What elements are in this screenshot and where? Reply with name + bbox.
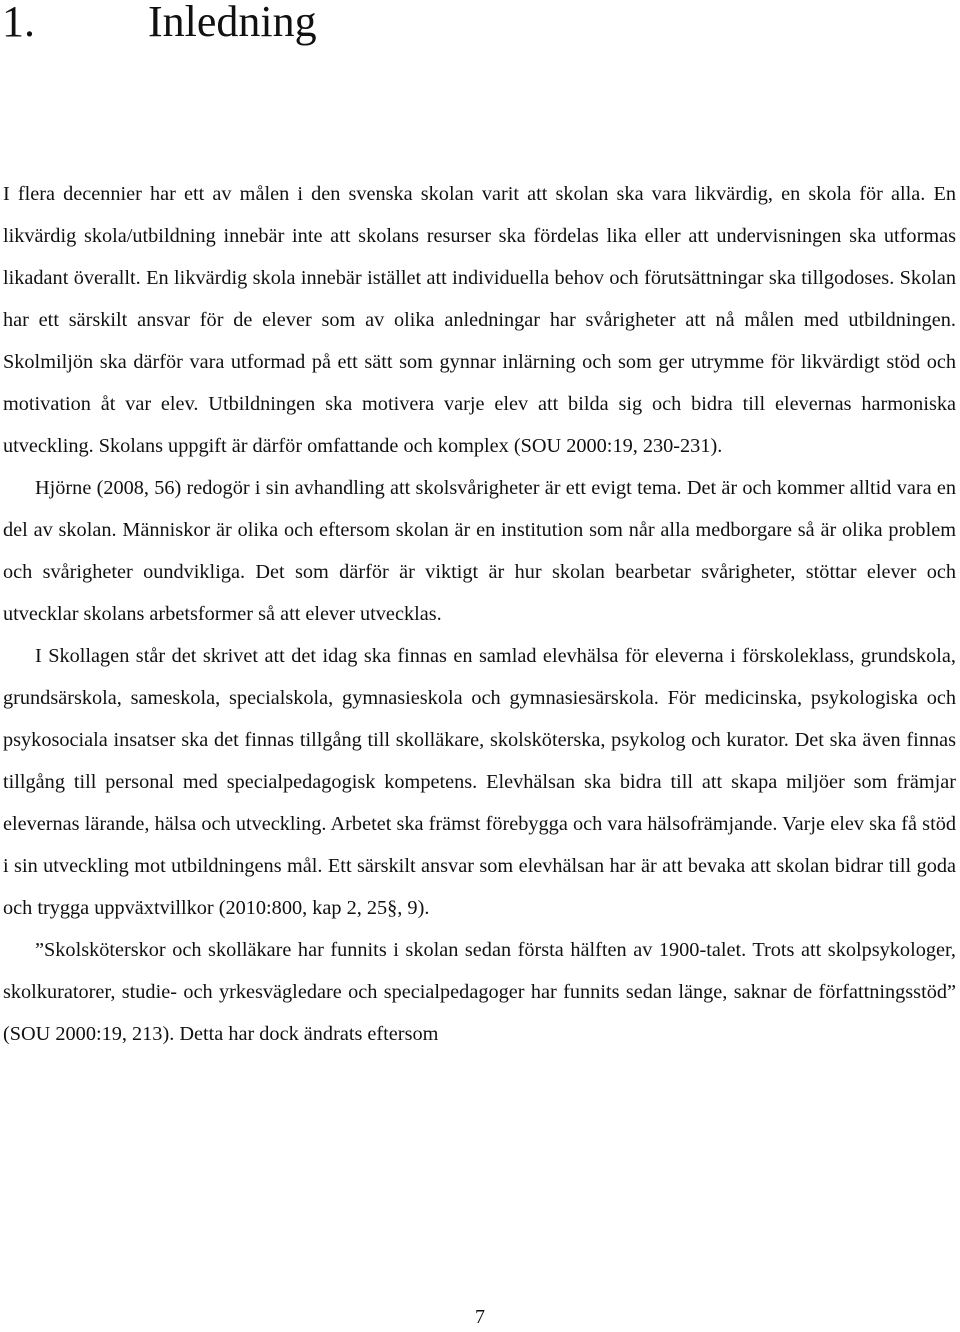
chapter-title: Inledning bbox=[148, 0, 317, 46]
paragraph-2: Hjörne (2008, 56) redogör i sin avhandling att skolsvårigheter är ett evigt tema. Det är och kommer alltid vara en del av skolan. Människor är olika och eftersom skolan är en institution som når alla medborgare så är olika problem och svårigheter oundvikliga. Det som därför är viktigt är hur skolan bearbetar svårigheter, stöttar elever och utvecklar skolans arbetsformer så att elever utvecklas. bbox=[3, 477, 956, 625]
paragraph-1: I flera decennier har ett av målen i den svenska skolan varit att skolan ska vara likvärdig, en skola för alla. En likvärdig skola/utbildning innebär inte att skolans resurser ska fördelas lika eller att undervisningen ska utformas likadant överallt. En likvärdig skola innebär istället att individuella behov och förutsättningar ska tillgodoses. Skolan har ett särskilt ansvar för de elever som av olika anledningar har svårigheter att nå målen med utbildningen. Skolmiljön ska därför vara utformad på ett sätt som gynnar inlärning och som ger utrymme för likvärdigt stöd och motivation åt var elev. Utbildningen ska motivera varje elev att bilda sig och bidra till elevernas harmoniska utveckling. Skolans uppgift är därför omfattande och komplex (SOU 2000:19, 230-231). bbox=[3, 183, 956, 457]
page-number: 7 bbox=[475, 1306, 485, 1328]
chapter-heading bbox=[2, 0, 317, 50]
chapter-number: 1. bbox=[2, 0, 35, 46]
body-text bbox=[3, 173, 956, 1055]
paragraph-3: I Skollagen står det skrivet att det idag ska finnas en samlad elevhälsa för eleverna i förskoleklass, grundskola, grundsärskola, sameskola, specialskola, gymnasieskola och gymnasiesärskola. För medicinska, psykologiska och psykosociala insatser ska det finnas tillgång till skolläkare, skolsköterska, psykolog och kurator. Det ska även finnas tillgång till personal med specialpedagogisk kompetens. Elevhälsan ska bidra till att skapa miljöer som främjar elevernas lärande, hälsa och utveckling. Arbetet ska främst förebygga och vara hälsofrämjande. Varje elev ska få stöd i sin utveckling mot utbildningens mål. Ett särskilt ansvar som elevhälsan har är att bevaka att skolan bidrar till goda och trygga uppväxtvillkor (2010:800, kap 2, 25§, 9). bbox=[3, 645, 956, 919]
paragraph-4: ”Skolsköterskor och skolläkare har funnits i skolan sedan första hälften av 1900-talet. Trots att skolpsykologer, skolkuratorer, studie- och yrkesvägledare och specialpedagoger har funnits sedan länge, saknar de författningsstöd” (SOU 2000:19, 213). Detta har dock ändrats eftersom bbox=[3, 939, 956, 1045]
